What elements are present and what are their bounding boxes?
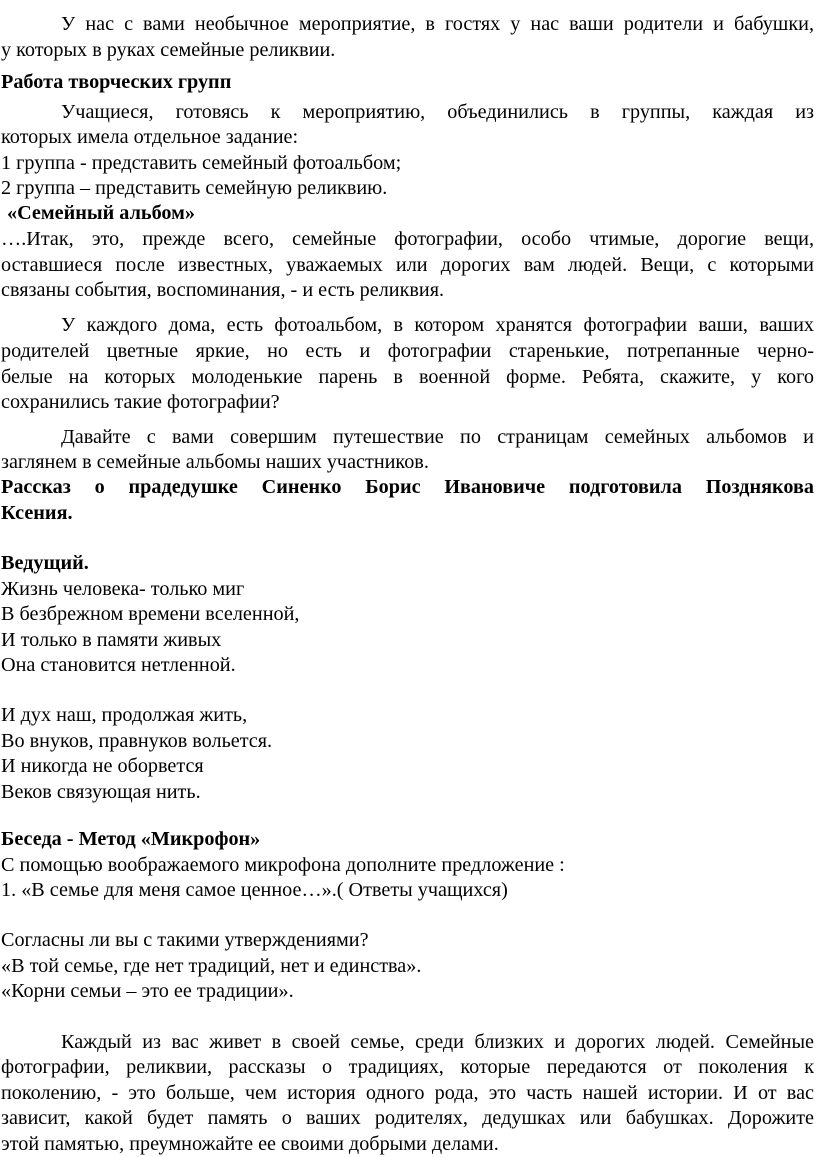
section-heading: Беседа - Метод «Микрофон»	[1, 828, 261, 850]
paragraph-line: фотографии, реликвии, рассказы о традициях, которые передаются от поколения к	[1, 1056, 814, 1078]
paragraph-line: оставшиеся после известных, уважаемых или дорогих вам людей. Вещи, с которыми	[1, 254, 814, 276]
bold-paragraph-line: Рассказ о прадедушке Синенко Борис Ивановиче подготовила Позднякова	[1, 476, 814, 498]
poem-line: И дух наш, продолжая жить,	[1, 704, 248, 726]
paragraph-line: Каждый из вас живет в своей семье, среди близких и дорогих людей. Семейные	[61, 1031, 814, 1053]
paragraph-line: У каждого дома, есть фотоальбом, в котором хранятся фотографии ваши, ваших	[61, 314, 814, 336]
paragraph-line: У нас с вами необычное мероприятие, в гостях у нас ваши родители и бабушки,	[61, 13, 814, 35]
paragraph-line: у которых в руках семейные реликвии.	[1, 39, 336, 61]
quote-line: «Корни семьи – это ее традиции».	[1, 980, 294, 1002]
poem-line: И только в памяти живых	[1, 629, 222, 651]
paragraph-line: белые на которых молоденькие парень в военной форме. Ребята, скажите, у кого	[1, 366, 814, 388]
paragraph-line: Согласны ли вы с такими утверждениями?	[1, 929, 369, 951]
paragraph-line: этой памятью, преумножайте ее своими добрыми делами.	[1, 1133, 499, 1155]
paragraph-line: С помощью воображаемого микрофона дополните предложение :	[1, 854, 565, 876]
poem-line: В безбрежном времени вселенной,	[1, 603, 300, 625]
paragraph-line: заглянем в семейные альбомы наших участников.	[1, 451, 429, 473]
paragraph-line: сохранились такие фотографии?	[1, 391, 280, 413]
list-item: 1 группа - представить семейный фотоальбом;	[1, 152, 402, 174]
list-item: 2 группа – представить семейную реликвию.	[1, 177, 388, 199]
paragraph-line: поколению, - это больше, чем история одного рода, это часть нашей истории. И от вас	[1, 1082, 814, 1104]
paragraph-line: ….Итак, это, прежде всего, семейные фотографии, особо чтимые, дорогие вещи,	[1, 228, 814, 250]
poem-line: И никогда не оборвется	[1, 755, 204, 777]
speaker-label: Ведущий.	[1, 552, 89, 574]
paragraph-line: родителей цветные яркие, но есть и фотографии старенькие, потрепанные черно-	[1, 340, 814, 362]
paragraph-line: Давайте с вами совершим путешествие по страницам семейных альбомов и	[61, 426, 814, 448]
paragraph-line: связаны события, воспоминания, - и есть реликвия.	[1, 279, 445, 301]
poem-line: Во внуков, правнуков вольется.	[1, 730, 273, 752]
paragraph-line: зависит, какой будет память о ваших родителях, дедушках или бабушках. Дорожите	[1, 1107, 814, 1129]
poem-line: Веков связующая нить.	[1, 781, 201, 803]
bold-paragraph-line: Ксения.	[1, 502, 73, 524]
paragraph-line: которых имела отдельное задание:	[1, 126, 299, 148]
poem-line: Она становится нетленной.	[1, 654, 236, 676]
section-heading: «Семейный альбом»	[7, 202, 195, 224]
quote-line: «В той семье, где нет традиций, нет и единства».	[1, 955, 422, 977]
paragraph-line: 1. «В семье для меня самое ценное…».( Ответы учащихся)	[1, 879, 508, 901]
poem-line: Жизнь человека- только миг	[1, 578, 245, 600]
paragraph-line: Учащиеся, готовясь к мероприятию, объединились в группы, каждая из	[61, 101, 814, 123]
section-heading: Работа творческих групп	[1, 71, 232, 93]
